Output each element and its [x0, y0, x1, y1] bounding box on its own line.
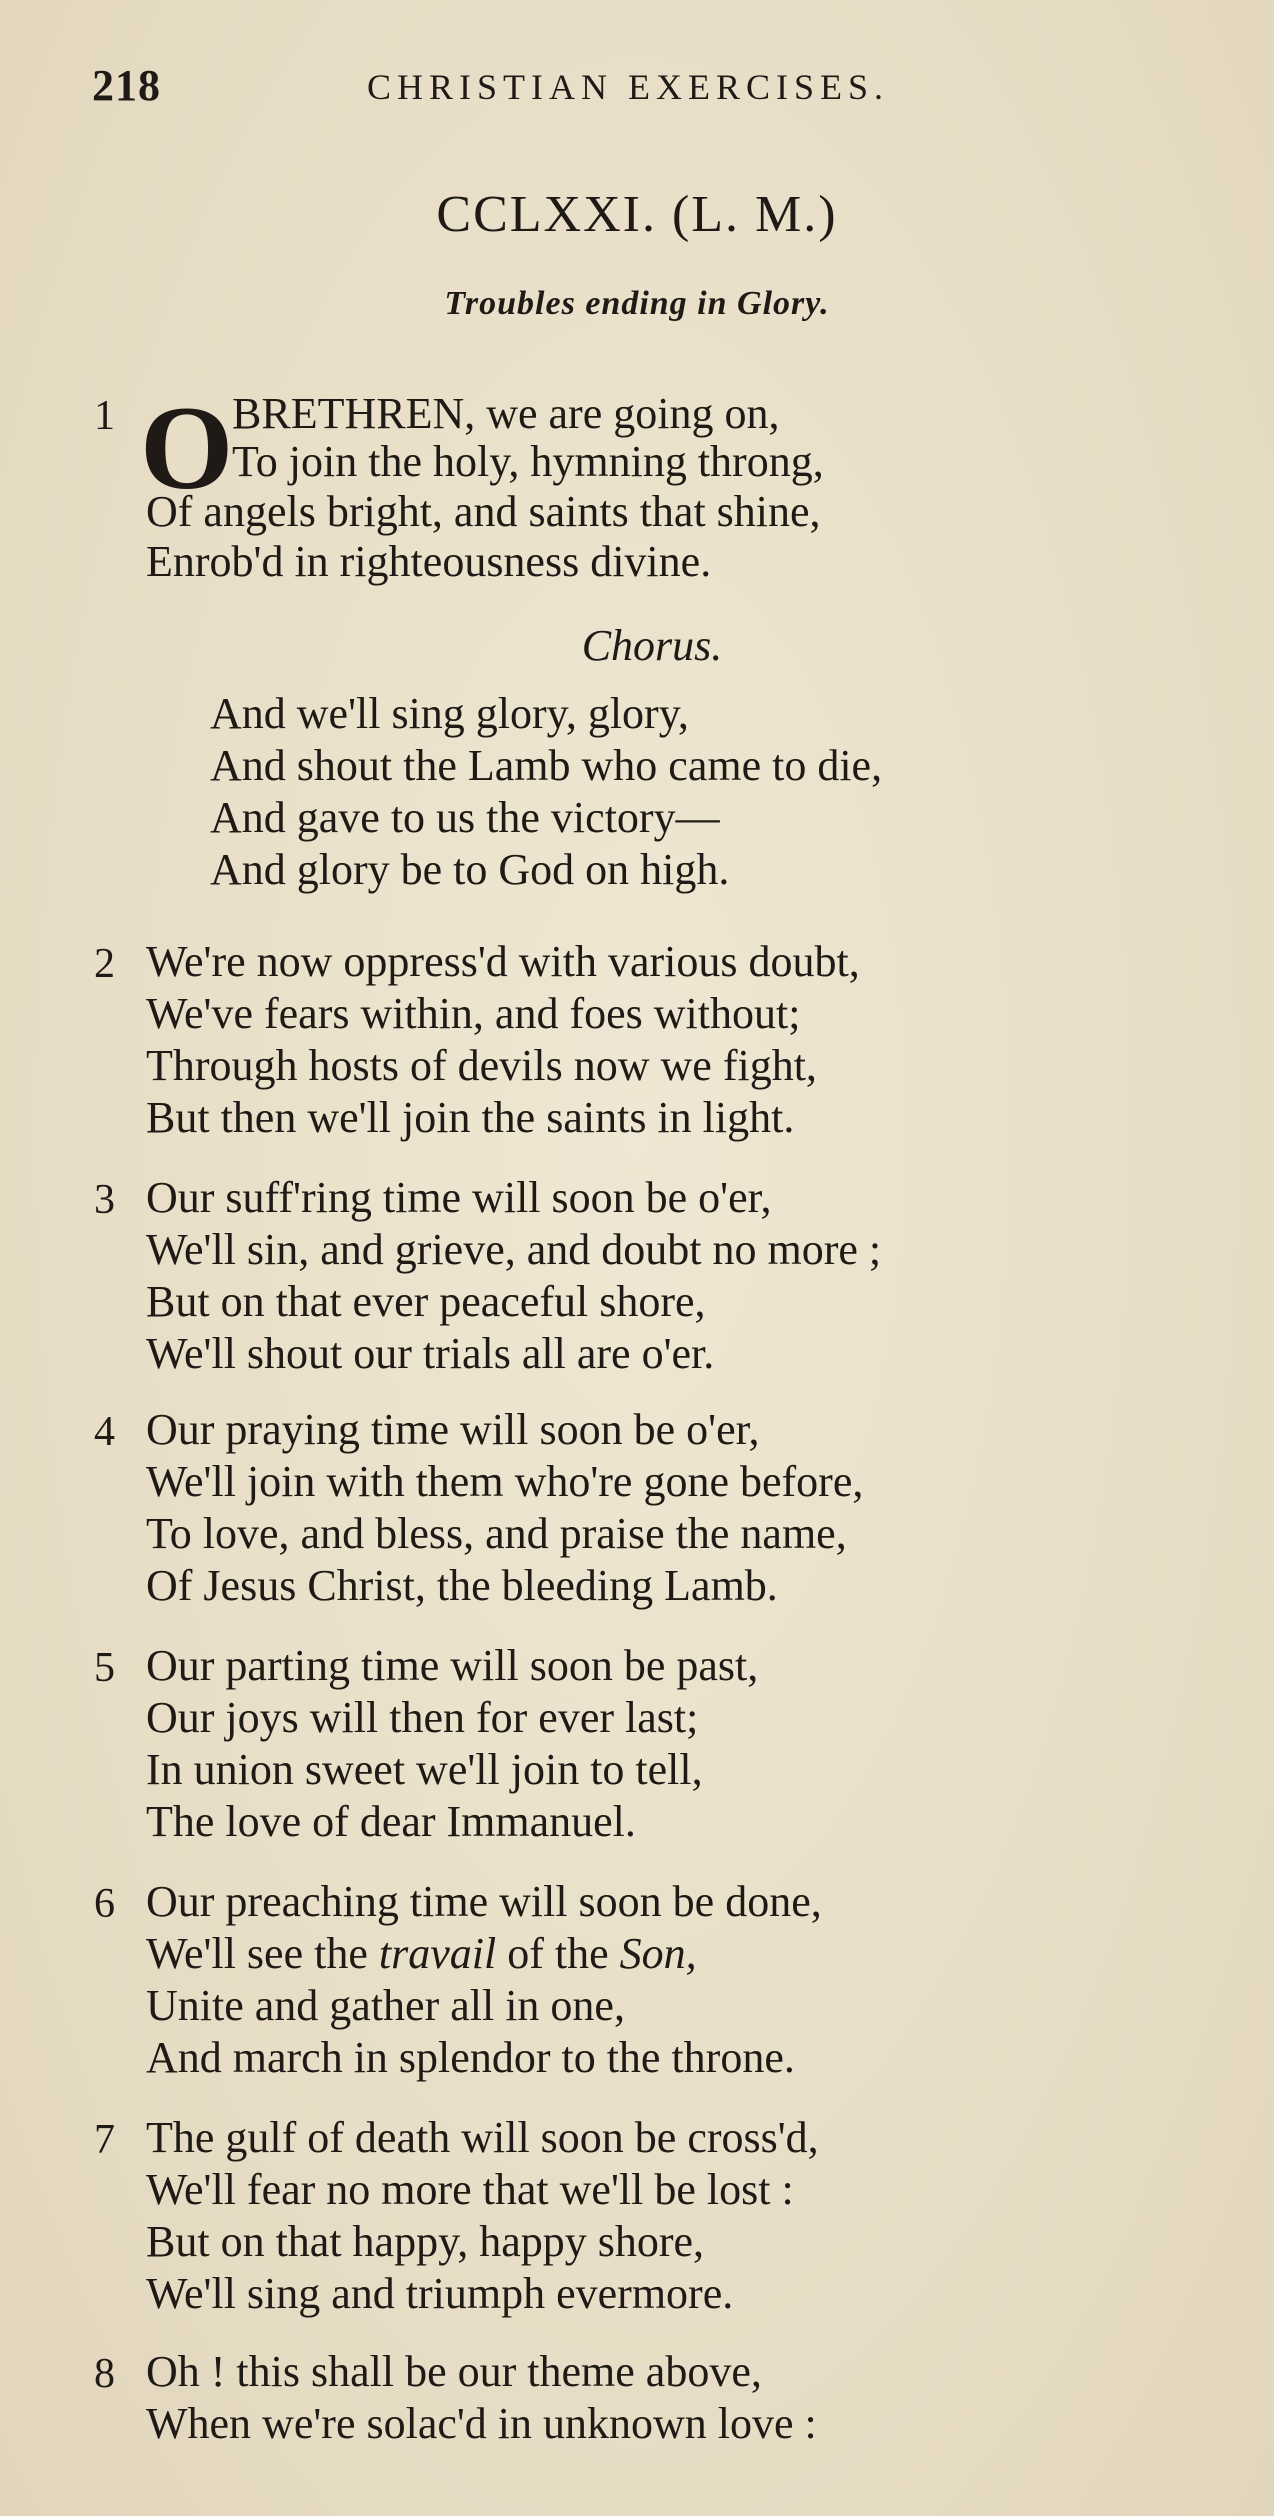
- verse-line: When we're solac'd in unknown love :: [146, 2399, 817, 2448]
- verse-line: In union sweet we'll join to tell,: [146, 1745, 703, 1794]
- verse-line: The gulf of death will soon be cross'd,: [146, 2113, 819, 2162]
- running-title: CHRISTIAN EXERCISES.: [367, 67, 890, 107]
- verse-line: We'll fear no more that we'll be lost :: [146, 2165, 794, 2214]
- italic-word: travail: [378, 1929, 497, 1978]
- verse-line: But on that ever peaceful shore,: [146, 1277, 706, 1326]
- verse-line: Our parting time will soon be past,: [146, 1641, 759, 1690]
- verse-line: Of Jesus Christ, the bleeding Lamb.: [146, 1561, 778, 1610]
- verse-line: Oh ! this shall be our theme above,: [146, 2347, 762, 2396]
- verse-line: We'll join with them who're gone before,: [146, 1457, 864, 1506]
- verse-line: We've fears within, and foes without;: [146, 989, 801, 1038]
- verse-line: To join the holy, hymning throng,: [232, 437, 824, 486]
- hymn-number: CCLXXI. (L. M.): [436, 186, 838, 243]
- verse-line: We'll sin, and grieve, and doubt no more ;: [146, 1225, 882, 1274]
- verse-line: Our preaching time will soon be done,: [146, 1877, 822, 1926]
- verse-number: 6: [94, 1881, 115, 1927]
- verse-number: 4: [94, 1409, 115, 1455]
- verse-line: We're now oppress'd with various doubt,: [146, 937, 860, 986]
- verse-line: Enrob'd in righteousness divine.: [146, 537, 712, 586]
- verse-line: We'll sing and triumph evermore.: [146, 2269, 734, 2318]
- verse-line: And march in splendor to the throne.: [146, 2033, 795, 2082]
- verse-line: To love, and bless, and praise the name,: [146, 1509, 847, 1558]
- verse-line: BRETHREN, we are going on,: [232, 389, 780, 438]
- verse-number: 1: [94, 393, 115, 439]
- verse-number: 7: [94, 2117, 115, 2163]
- chorus-line: And glory be to God on high.: [210, 845, 730, 894]
- verse-line: The love of dear Immanuel.: [146, 1797, 636, 1846]
- page-number: 218: [92, 61, 161, 110]
- verse-text: of the: [507, 1929, 609, 1978]
- verse-line: Through hosts of devils now we fight,: [146, 1041, 817, 1090]
- hymn-subtitle: Troubles ending in Glory.: [444, 285, 830, 322]
- verse-line: [146, 1929, 697, 1978]
- verse-line: But on that happy, happy shore,: [146, 2217, 705, 2266]
- verse-line: Unite and gather all in one,: [146, 1981, 625, 2030]
- verse-line: But then we'll join the saints in light.: [146, 1093, 795, 1142]
- running-head: [92, 60, 1154, 120]
- verse-line: We'll shout our trials all are o'er.: [146, 1329, 715, 1378]
- verse-number: 3: [94, 1177, 115, 1223]
- verse-number: 2: [94, 941, 115, 987]
- chorus-line: And gave to us the victory—: [210, 793, 720, 842]
- verse-line: Our praying time will soon be o'er,: [146, 1405, 760, 1454]
- verse-number: 8: [94, 2351, 115, 2397]
- verse-number: 5: [94, 1645, 115, 1691]
- verse-line: Our joys will then for ever last;: [146, 1693, 699, 1742]
- chorus-line: And we'll sing glory, glory,: [210, 689, 689, 738]
- italic-word: Son,: [619, 1929, 697, 1978]
- verse-text: We'll see the: [146, 1929, 368, 1978]
- chorus-title: Chorus.: [581, 621, 723, 670]
- drop-cap: O: [140, 381, 234, 514]
- verse-line: Of angels bright, and saints that shine,: [146, 487, 821, 536]
- verse-line: Our suff'ring time will soon be o'er,: [146, 1173, 772, 1222]
- chorus-line: And shout the Lamb who came to die,: [210, 741, 883, 790]
